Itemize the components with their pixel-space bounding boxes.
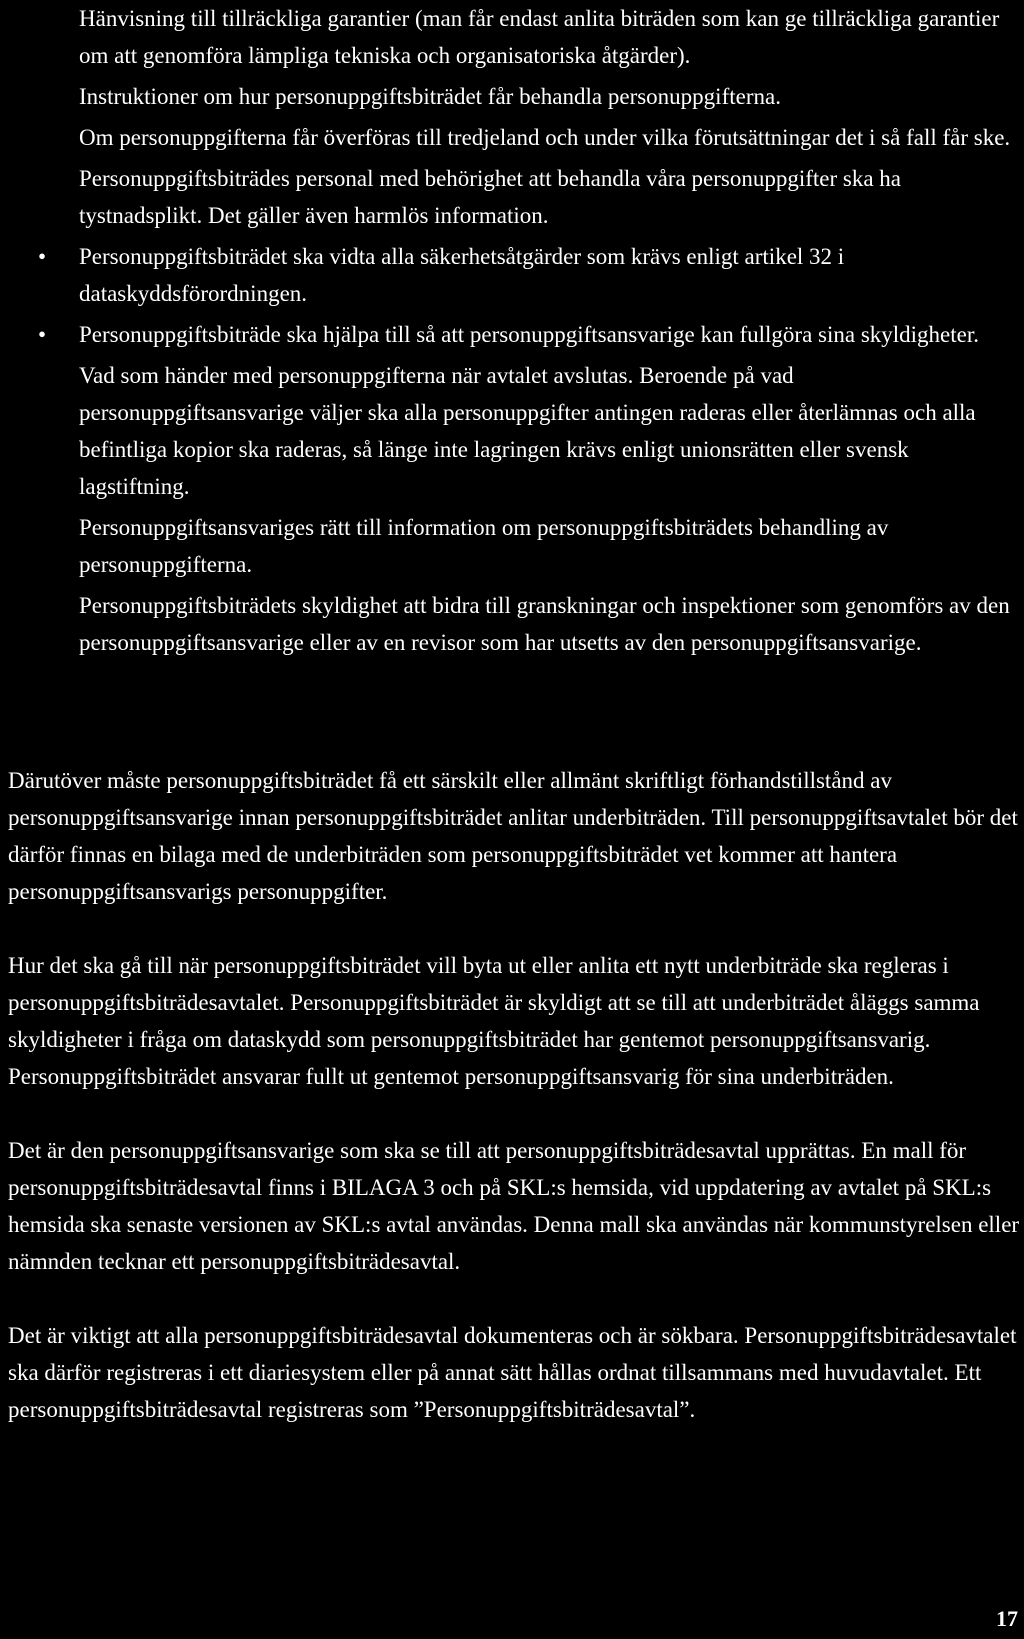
list-item-text: Instruktioner om hur personuppgiftsbiträdet får behandla personuppgifterna. [79,84,781,109]
paragraph-registration: Det är viktigt att alla personuppgiftsbiträdesavtal dokumenteras och är sökbara. Personuppgiftsbiträdesavtalet ska därför registreras i ett diariesystem eller på annat sätt hållas ordnat tillsammans med huvudavtalet. Ett personuppgiftsbiträdesavtal registreras som ”Personuppgiftsbiträdesavtal”. [8,1323,1017,1422]
list-item [0,587,1024,661]
paragraph-subprocessor-change: Hur det ska gå till när personuppgiftsbiträdet vill byta ut eller anlita ett nytt underbiträde ska regleras i personuppgiftsbiträdesavtalet. Personuppgiftsbiträdet är skyldigt att se till att underbiträdet åläggs samma skyldigheter i fråga om dataskydd som personuppgiftsbiträdet har gentemot personuppgiftsansvarig. Personuppgiftsbiträdet ansvarar fullt ut gentemot personuppgiftsansvarig för sina underbiträden. [8,953,980,1089]
list-item [0,160,1024,234]
list-item [0,78,1024,115]
requirements-list [0,0,1024,665]
list-item [0,0,1024,74]
list-item-text: Personuppgiftsansvariges rätt till information om personuppgiftsbiträdets behandling av personuppgifterna. [79,515,889,577]
list-item-text: Om personuppgifterna får överföras till tredjeland och under vilka förutsättningar det i så fall får ske. [79,125,1011,150]
list-item [0,238,1024,312]
bullet: • [38,322,47,347]
list-item [0,509,1024,583]
paragraph-subprocessors: Därutöver måste personuppgiftsbiträdet få ett särskilt eller allmänt skriftligt förhandstillstånd av personuppgiftsansvarige innan personuppgiftsbiträdet anlitar underbiträden. Till personuppgiftsavtalet bör det därför finnas en bilaga med de underbiträden som personuppgiftsbiträdet vet kommer att hantera personuppgiftsansvarigs personuppgifter. [8,768,1018,904]
list-item-text: Personuppgiftsbiträdets skyldighet att bidra till granskningar och inspektioner som genomförs av den personuppgiftsansvarige eller av en revisor som har utsetts av den personuppgiftsansvarige. [79,593,1010,655]
list-item [0,119,1024,156]
body-paragraphs [0,762,1020,1428]
list-item [0,316,1024,353]
list-item-text: Personuppgiftsbiträdes personal med behörighet att behandla våra personuppgifter ska ha tystnadsplikt. Det gäller även harmlös information. [79,166,902,228]
list-item-text: Personuppgiftsbiträdet ska vidta alla säkerhetsåtgärder som krävs enligt artikel 32 i dataskyddsförordningen. [79,244,845,306]
list-item [0,357,1024,505]
list-item-text: Vad som händer med personuppgifterna när avtalet avslutas. Beroende på vad personuppgiftsansvarige väljer ska alla personuppgifter antingen raderas eller återlämnas och alla befintliga kopior ska raderas, så länge inte lagringen krävs enligt unionsrätten eller svensk lagstiftning. [79,363,976,499]
list-item-text: Personuppgiftsbiträde ska hjälpa till så att personuppgiftsansvarige kan fullgöra sina skyldigheter. [79,322,979,347]
bullet: • [38,244,47,269]
page-number: 17 [996,1606,1018,1631]
list-item-text: Hänvisning till tillräckliga garantier (man får endast anlita biträden som kan ge tillräckliga garantier om att genomföra lämpliga tekniska och organisatoriska åtgärder). [79,6,1000,68]
paragraph-agreement-template: Det är den personuppgiftsansvarige som ska se till att personuppgiftsbiträdesavtal upprättas. En mall för personuppgiftsbiträdesavtal finns i BILAGA 3 och på SKL:s hemsida, vid uppdatering av avtalet på SKL:s hemsida ska senaste versionen av SKL:s avtal användas. Denna mall ska användas när kommunstyrelsen eller nämnden tecknar ett personuppgiftsbiträdesavtal. [8,1138,1020,1274]
